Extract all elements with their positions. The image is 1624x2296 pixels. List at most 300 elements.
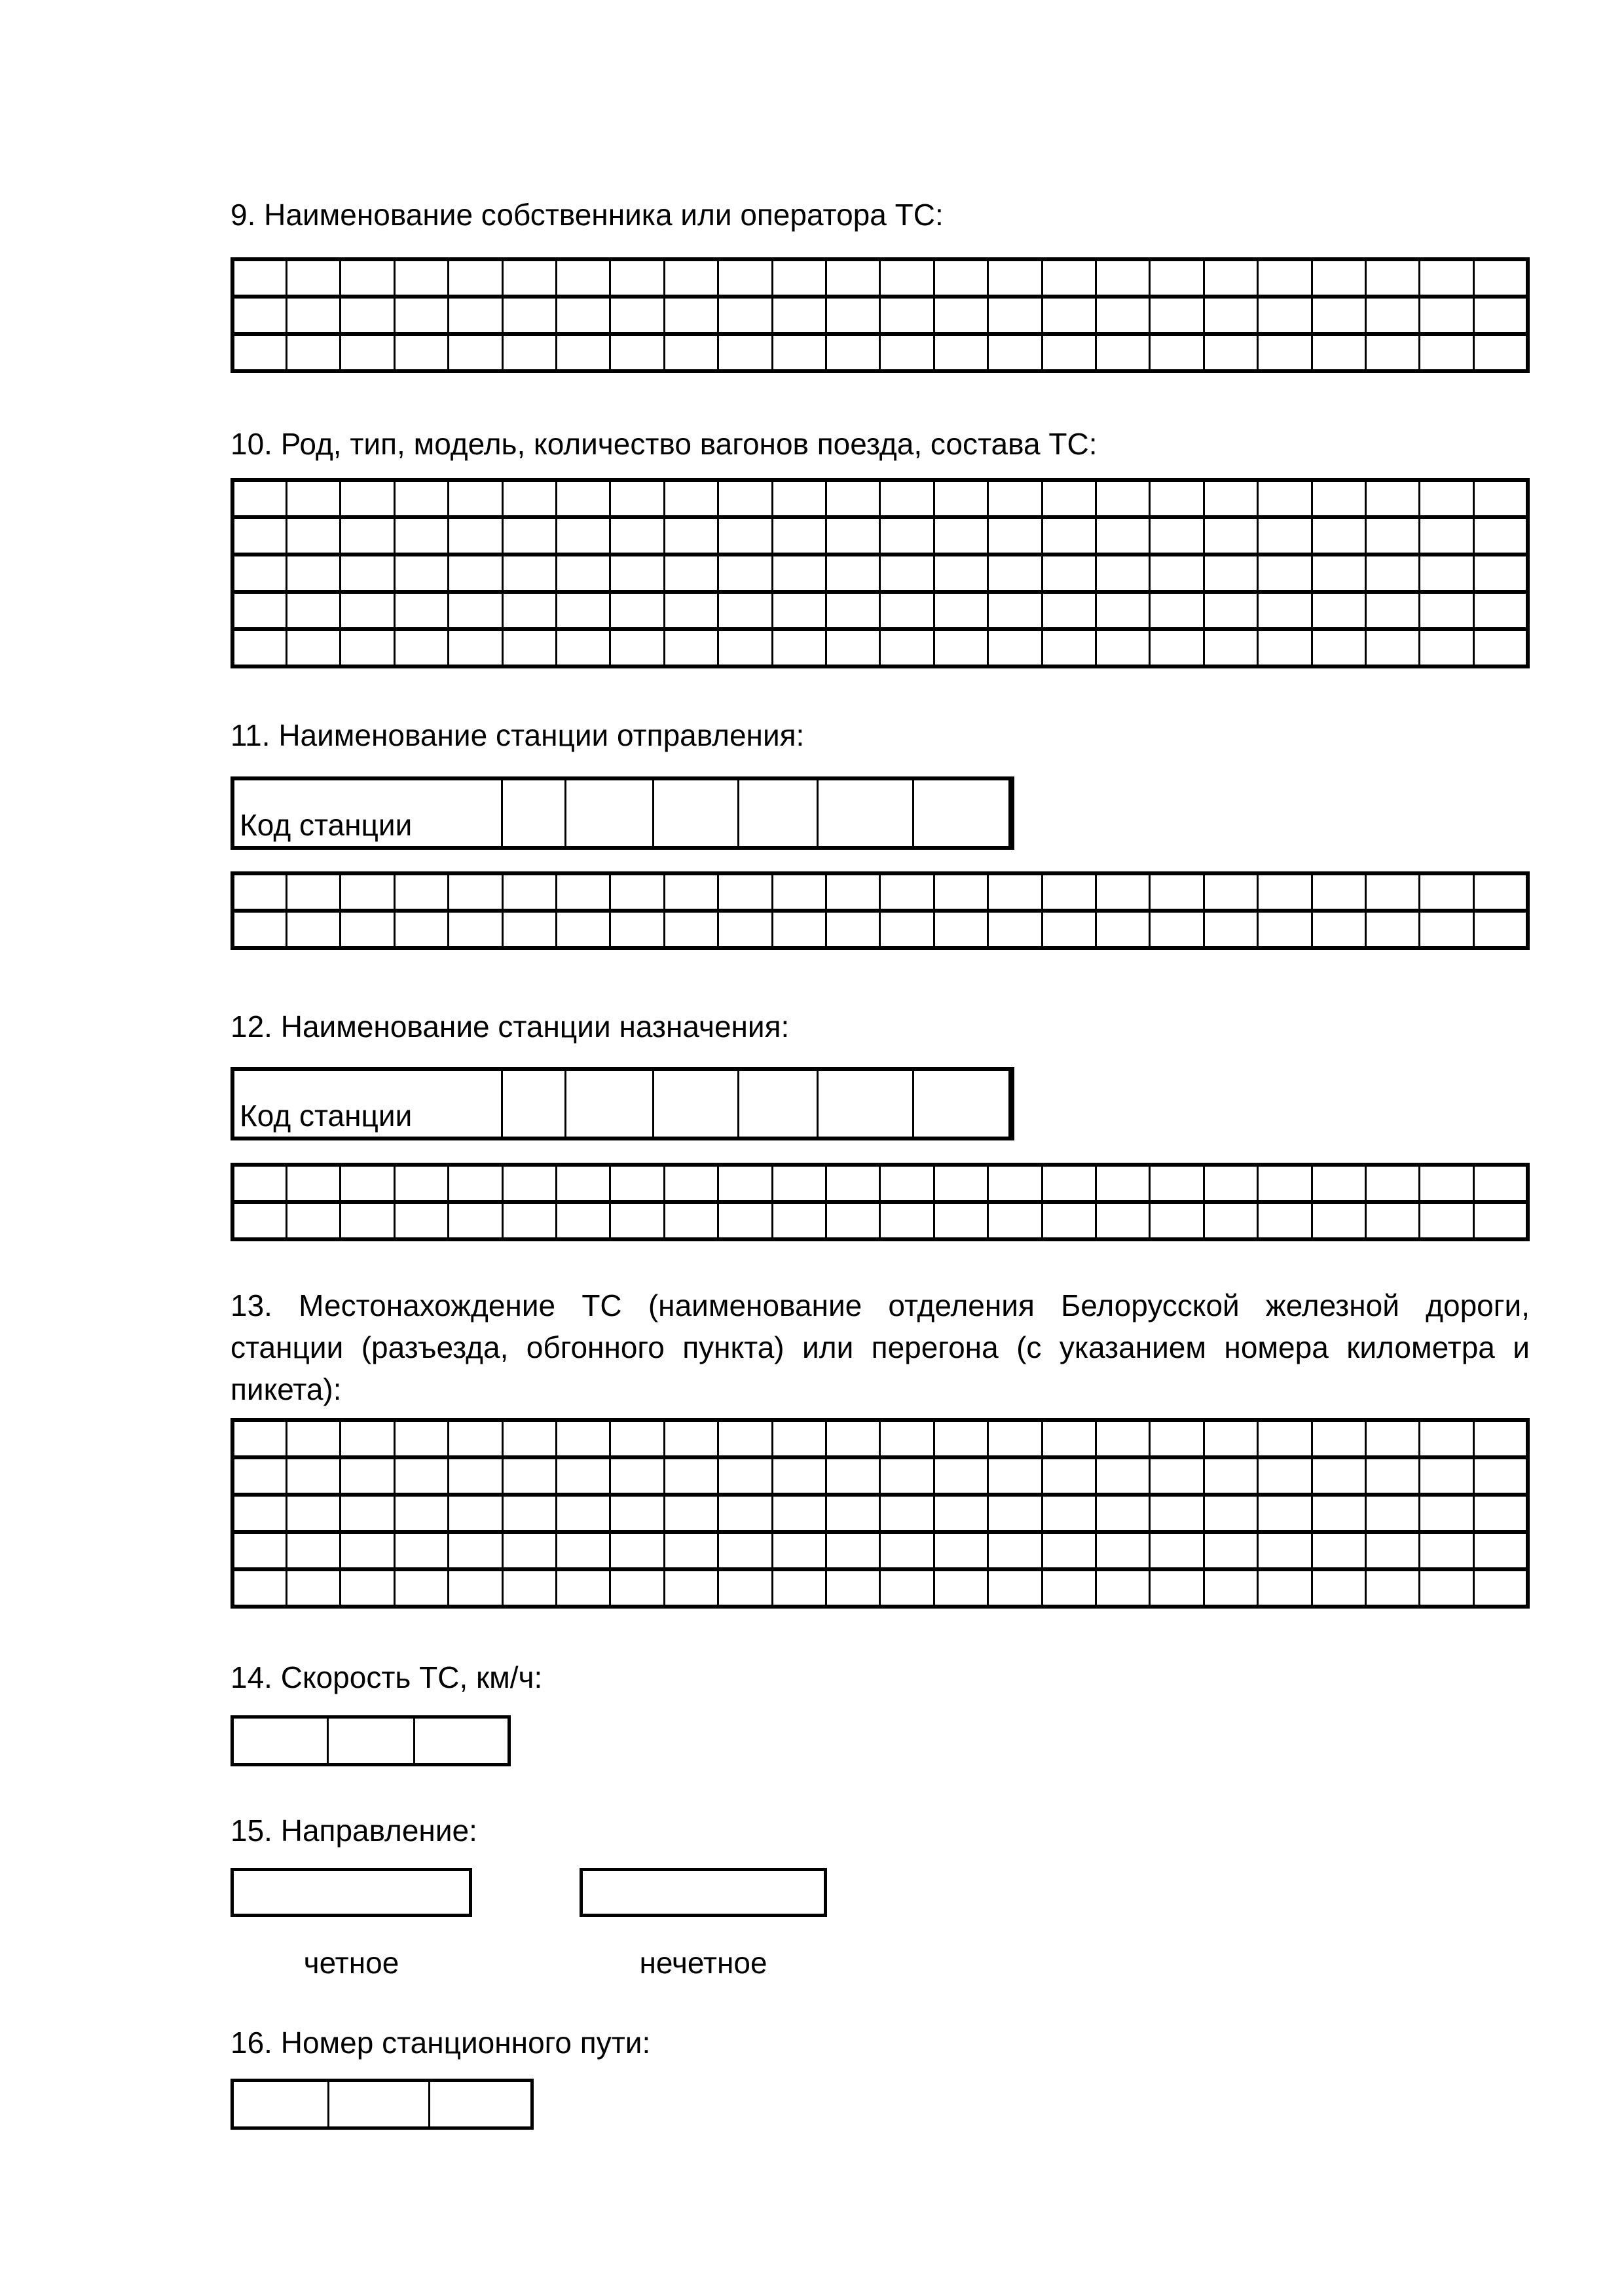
grid-cell[interactable] xyxy=(772,1495,826,1532)
grid-cell[interactable] xyxy=(556,873,610,911)
grid-cell[interactable] xyxy=(988,911,1042,948)
grid-cell[interactable] xyxy=(394,1420,448,1457)
grid-cell[interactable] xyxy=(502,592,556,629)
grid-cell[interactable] xyxy=(232,2081,329,2128)
grid-cell[interactable] xyxy=(1204,1495,1257,1532)
grid-cell[interactable] xyxy=(1258,1532,1312,1569)
grid-cell[interactable] xyxy=(1366,480,1420,517)
grid-cell[interactable] xyxy=(664,1532,718,1569)
grid-cell[interactable] xyxy=(232,480,286,517)
grid-cell[interactable] xyxy=(556,480,610,517)
grid-cell[interactable] xyxy=(1420,1569,1473,1607)
grid-cell[interactable] xyxy=(1312,259,1365,297)
grid-cell[interactable] xyxy=(1258,911,1312,948)
grid-cell[interactable] xyxy=(1312,1457,1365,1495)
grid-cell[interactable] xyxy=(1366,911,1420,948)
grid-cell[interactable] xyxy=(1420,911,1473,948)
grid-cell[interactable] xyxy=(826,1532,879,1569)
grid-cell[interactable] xyxy=(1096,297,1150,334)
grid-cell[interactable] xyxy=(1204,629,1257,666)
grid-cell[interactable] xyxy=(1042,592,1096,629)
grid-cell[interactable] xyxy=(610,555,664,592)
grid-cell[interactable] xyxy=(826,297,879,334)
grid-cell[interactable] xyxy=(1150,1202,1204,1239)
grid-cell[interactable] xyxy=(772,1532,826,1569)
grid-cell[interactable] xyxy=(449,1165,502,1202)
grid-cell[interactable] xyxy=(1042,555,1096,592)
grid-cell[interactable] xyxy=(1258,517,1312,555)
grid-cell[interactable] xyxy=(934,555,987,592)
grid-cell[interactable] xyxy=(934,1165,987,1202)
grid-cell[interactable] xyxy=(1420,629,1473,666)
grid-cell[interactable] xyxy=(610,1202,664,1239)
grid-cell[interactable] xyxy=(394,592,448,629)
grid-cell[interactable] xyxy=(394,480,448,517)
grid-cell[interactable] xyxy=(286,297,340,334)
grid-cell[interactable] xyxy=(1366,1495,1420,1532)
grid-cell[interactable] xyxy=(1096,334,1150,371)
grid-cell[interactable] xyxy=(329,2081,430,2128)
grid-cell[interactable] xyxy=(341,1532,394,1569)
grid-cell[interactable] xyxy=(664,480,718,517)
grid-cell[interactable] xyxy=(341,297,394,334)
grid-cell[interactable] xyxy=(341,873,394,911)
grid-cell[interactable] xyxy=(502,1202,556,1239)
grid-cell[interactable] xyxy=(1312,1532,1365,1569)
grid-cell[interactable] xyxy=(610,1420,664,1457)
grid-cell[interactable] xyxy=(1420,259,1473,297)
grid-cell[interactable] xyxy=(232,1457,286,1495)
grid-cell[interactable] xyxy=(502,517,556,555)
grid-cell[interactable] xyxy=(772,517,826,555)
grid-cell[interactable] xyxy=(718,592,772,629)
grid-cell[interactable] xyxy=(718,1420,772,1457)
grid-cell[interactable] xyxy=(1312,517,1365,555)
grid-cell[interactable] xyxy=(664,334,718,371)
grid-cell[interactable] xyxy=(826,629,879,666)
grid-cell[interactable] xyxy=(1204,1165,1257,1202)
grid-cell[interactable] xyxy=(1042,873,1096,911)
grid-cell[interactable] xyxy=(1420,873,1473,911)
grid-cell[interactable] xyxy=(718,911,772,948)
grid-cell[interactable] xyxy=(1042,480,1096,517)
grid-cell[interactable] xyxy=(1366,1569,1420,1607)
grid-cell[interactable] xyxy=(880,592,934,629)
grid-cell[interactable] xyxy=(394,1569,448,1607)
grid-cell[interactable] xyxy=(1096,480,1150,517)
grid-cell[interactable] xyxy=(880,1532,934,1569)
grid-cell[interactable] xyxy=(502,297,556,334)
grid-cell[interactable] xyxy=(772,592,826,629)
grid-cell[interactable] xyxy=(341,1202,394,1239)
grid-cell[interactable] xyxy=(1150,1532,1204,1569)
grid-cell[interactable] xyxy=(286,1569,340,1607)
grid-cell[interactable] xyxy=(826,873,879,911)
grid-cell[interactable] xyxy=(449,1457,502,1495)
grid-cell[interactable] xyxy=(1258,873,1312,911)
grid-cell[interactable] xyxy=(556,911,610,948)
grid-cell[interactable] xyxy=(341,334,394,371)
grid-cell[interactable] xyxy=(772,911,826,948)
grid-cell[interactable] xyxy=(610,1495,664,1532)
grid-cell[interactable] xyxy=(772,334,826,371)
grid-cell[interactable] xyxy=(394,629,448,666)
grid-cell[interactable] xyxy=(1150,1420,1204,1457)
grid-cell[interactable] xyxy=(1258,1165,1312,1202)
grid-cell[interactable] xyxy=(1312,1202,1365,1239)
grid-cell[interactable] xyxy=(1312,1495,1365,1532)
grid-cell[interactable] xyxy=(430,2081,532,2128)
grid-cell[interactable] xyxy=(988,873,1042,911)
grid-cell[interactable] xyxy=(1096,259,1150,297)
grid-cell[interactable] xyxy=(232,1569,286,1607)
grid-cell[interactable] xyxy=(556,1569,610,1607)
grid-cell[interactable] xyxy=(988,1457,1042,1495)
grid-cell[interactable] xyxy=(1204,1532,1257,1569)
grid-cell[interactable] xyxy=(934,1569,987,1607)
grid-cell[interactable] xyxy=(341,1420,394,1457)
grid-cell[interactable] xyxy=(664,555,718,592)
grid-cell[interactable] xyxy=(502,1071,566,1137)
grid-cell[interactable] xyxy=(232,1532,286,1569)
grid-cell[interactable] xyxy=(826,1457,879,1495)
direction-odd-box[interactable] xyxy=(580,1868,827,1917)
grid-cell[interactable] xyxy=(286,592,340,629)
grid-cell[interactable] xyxy=(449,1202,502,1239)
grid-cell[interactable] xyxy=(1473,1532,1528,1569)
grid-cell[interactable] xyxy=(1420,555,1473,592)
grid-cell[interactable] xyxy=(718,259,772,297)
grid-cell[interactable] xyxy=(1312,629,1365,666)
grid-cell[interactable] xyxy=(394,1165,448,1202)
grid-cell[interactable] xyxy=(1258,480,1312,517)
grid-cell[interactable] xyxy=(1150,555,1204,592)
grid-cell[interactable] xyxy=(232,1420,286,1457)
grid-cell[interactable] xyxy=(1150,911,1204,948)
grid-cell[interactable] xyxy=(1312,1569,1365,1607)
grid-cell[interactable] xyxy=(880,873,934,911)
grid-cell[interactable] xyxy=(449,911,502,948)
grid-cell[interactable] xyxy=(328,1717,415,1765)
grid-cell[interactable] xyxy=(341,517,394,555)
grid-cell[interactable] xyxy=(502,1569,556,1607)
grid-cell[interactable] xyxy=(772,873,826,911)
grid-cell[interactable] xyxy=(1042,334,1096,371)
grid-cell[interactable] xyxy=(1473,1202,1528,1239)
grid-cell[interactable] xyxy=(502,1420,556,1457)
grid-cell[interactable] xyxy=(449,629,502,666)
grid-cell[interactable] xyxy=(988,334,1042,371)
grid-cell[interactable] xyxy=(913,1071,1010,1137)
grid-cell[interactable] xyxy=(664,1495,718,1532)
grid-cell[interactable] xyxy=(1366,334,1420,371)
grid-cell[interactable] xyxy=(826,911,879,948)
grid-cell[interactable] xyxy=(394,259,448,297)
grid-cell[interactable] xyxy=(610,480,664,517)
grid-cell[interactable] xyxy=(1312,873,1365,911)
grid-cell[interactable] xyxy=(1042,911,1096,948)
grid-cell[interactable] xyxy=(566,1071,654,1137)
grid-cell[interactable] xyxy=(1042,297,1096,334)
grid-cell[interactable] xyxy=(1420,1495,1473,1532)
grid-cell[interactable] xyxy=(232,1717,328,1765)
grid-cell[interactable] xyxy=(1420,592,1473,629)
grid-cell[interactable] xyxy=(988,517,1042,555)
grid-cell[interactable] xyxy=(1312,911,1365,948)
grid-cell[interactable] xyxy=(232,629,286,666)
grid-cell[interactable] xyxy=(1204,592,1257,629)
grid-cell[interactable] xyxy=(1366,297,1420,334)
grid-cell[interactable] xyxy=(1473,1457,1528,1495)
grid-cell[interactable] xyxy=(1420,1532,1473,1569)
grid-cell[interactable] xyxy=(502,480,556,517)
grid-cell[interactable] xyxy=(1096,1165,1150,1202)
grid-cell[interactable] xyxy=(664,629,718,666)
grid-cell[interactable] xyxy=(1204,1202,1257,1239)
grid-cell[interactable] xyxy=(880,259,934,297)
grid-cell[interactable] xyxy=(341,1569,394,1607)
grid-cell[interactable] xyxy=(1042,1165,1096,1202)
grid-cell[interactable] xyxy=(880,1420,934,1457)
grid-cell[interactable] xyxy=(610,334,664,371)
grid-cell[interactable] xyxy=(502,780,566,846)
grid-cell[interactable] xyxy=(1473,297,1528,334)
grid-cell[interactable] xyxy=(286,1457,340,1495)
grid-cell[interactable] xyxy=(1042,259,1096,297)
grid-cell[interactable] xyxy=(1420,1202,1473,1239)
grid-cell[interactable] xyxy=(286,259,340,297)
grid-cell[interactable] xyxy=(286,911,340,948)
grid-cell[interactable] xyxy=(1312,555,1365,592)
grid-cell[interactable] xyxy=(664,1165,718,1202)
grid-cell[interactable] xyxy=(934,1495,987,1532)
grid-cell[interactable] xyxy=(556,1495,610,1532)
grid-cell[interactable] xyxy=(1473,555,1528,592)
grid-cell[interactable] xyxy=(772,480,826,517)
grid-cell[interactable] xyxy=(988,592,1042,629)
grid-cell[interactable] xyxy=(1096,555,1150,592)
grid-cell[interactable] xyxy=(1312,480,1365,517)
grid-cell[interactable] xyxy=(286,1202,340,1239)
grid-cell[interactable] xyxy=(502,911,556,948)
grid-cell[interactable] xyxy=(1420,1165,1473,1202)
grid-cell[interactable] xyxy=(341,480,394,517)
grid-cell[interactable] xyxy=(1204,1420,1257,1457)
grid-cell[interactable] xyxy=(1366,555,1420,592)
grid-cell[interactable] xyxy=(818,780,913,846)
grid-cell[interactable] xyxy=(1473,629,1528,666)
grid-cell[interactable] xyxy=(880,629,934,666)
grid-cell[interactable] xyxy=(449,1420,502,1457)
grid-cell[interactable] xyxy=(739,780,818,846)
grid-cell[interactable] xyxy=(1366,1165,1420,1202)
grid-cell[interactable] xyxy=(1312,334,1365,371)
grid-cell[interactable] xyxy=(1473,517,1528,555)
grid-cell[interactable] xyxy=(610,297,664,334)
grid-cell[interactable] xyxy=(1258,297,1312,334)
grid-cell[interactable] xyxy=(1366,1202,1420,1239)
grid-cell[interactable] xyxy=(988,1569,1042,1607)
grid-cell[interactable] xyxy=(772,629,826,666)
grid-cell[interactable] xyxy=(880,334,934,371)
grid-cell[interactable] xyxy=(718,517,772,555)
grid-cell[interactable] xyxy=(1204,334,1257,371)
grid-cell[interactable] xyxy=(1258,1569,1312,1607)
grid-cell[interactable] xyxy=(826,334,879,371)
grid-cell[interactable] xyxy=(988,1532,1042,1569)
grid-cell[interactable] xyxy=(1420,334,1473,371)
grid-cell[interactable] xyxy=(610,629,664,666)
grid-cell[interactable] xyxy=(1096,911,1150,948)
grid-cell[interactable] xyxy=(1366,873,1420,911)
grid-cell[interactable] xyxy=(1366,1457,1420,1495)
grid-cell[interactable] xyxy=(286,1420,340,1457)
grid-cell[interactable] xyxy=(1420,1457,1473,1495)
grid-cell[interactable] xyxy=(934,334,987,371)
grid-cell[interactable] xyxy=(1096,873,1150,911)
grid-cell[interactable] xyxy=(1150,1569,1204,1607)
grid-cell[interactable] xyxy=(610,592,664,629)
grid-cell[interactable] xyxy=(1258,1457,1312,1495)
grid-cell[interactable] xyxy=(934,1202,987,1239)
grid-cell[interactable] xyxy=(1258,1420,1312,1457)
grid-cell[interactable] xyxy=(1420,1420,1473,1457)
grid-cell[interactable] xyxy=(1150,1457,1204,1495)
grid-cell[interactable] xyxy=(610,1569,664,1607)
grid-cell[interactable] xyxy=(718,1495,772,1532)
grid-cell[interactable] xyxy=(1096,1569,1150,1607)
grid-cell[interactable] xyxy=(286,873,340,911)
grid-cell[interactable] xyxy=(1042,1457,1096,1495)
grid-cell[interactable] xyxy=(772,1420,826,1457)
grid-cell[interactable] xyxy=(1473,1420,1528,1457)
grid-cell[interactable] xyxy=(556,297,610,334)
grid-cell[interactable] xyxy=(988,297,1042,334)
grid-cell[interactable] xyxy=(286,555,340,592)
grid-cell[interactable] xyxy=(449,297,502,334)
grid-cell[interactable] xyxy=(664,517,718,555)
grid-cell[interactable] xyxy=(718,873,772,911)
grid-cell[interactable] xyxy=(826,259,879,297)
grid-cell[interactable] xyxy=(232,1202,286,1239)
grid-cell[interactable] xyxy=(415,1717,509,1765)
grid-cell[interactable] xyxy=(1096,1457,1150,1495)
grid-cell[interactable] xyxy=(880,911,934,948)
grid-cell[interactable] xyxy=(1258,1202,1312,1239)
grid-cell[interactable] xyxy=(880,1495,934,1532)
grid-cell[interactable] xyxy=(232,1495,286,1532)
grid-cell[interactable] xyxy=(286,629,340,666)
grid-cell[interactable] xyxy=(449,873,502,911)
grid-cell[interactable] xyxy=(502,629,556,666)
grid-cell[interactable] xyxy=(502,1532,556,1569)
grid-cell[interactable] xyxy=(718,297,772,334)
grid-cell[interactable] xyxy=(988,1165,1042,1202)
grid-cell[interactable] xyxy=(449,1532,502,1569)
grid-cell[interactable] xyxy=(394,1495,448,1532)
grid-cell[interactable] xyxy=(1204,517,1257,555)
grid-cell[interactable] xyxy=(394,1532,448,1569)
grid-cell[interactable] xyxy=(718,1457,772,1495)
grid-cell[interactable] xyxy=(826,1165,879,1202)
grid-cell[interactable] xyxy=(1366,629,1420,666)
grid-cell[interactable] xyxy=(718,629,772,666)
grid-cell[interactable] xyxy=(394,517,448,555)
grid-cell[interactable] xyxy=(341,592,394,629)
grid-cell[interactable] xyxy=(341,629,394,666)
grid-cell[interactable] xyxy=(1366,259,1420,297)
grid-cell[interactable] xyxy=(1150,592,1204,629)
grid-cell[interactable] xyxy=(1042,629,1096,666)
grid-cell[interactable] xyxy=(286,517,340,555)
grid-cell[interactable] xyxy=(826,1202,879,1239)
grid-cell[interactable] xyxy=(1150,259,1204,297)
grid-cell[interactable] xyxy=(818,1071,913,1137)
grid-cell[interactable] xyxy=(1258,334,1312,371)
grid-cell[interactable] xyxy=(1204,259,1257,297)
grid-cell[interactable] xyxy=(556,517,610,555)
grid-cell[interactable] xyxy=(449,259,502,297)
grid-cell[interactable] xyxy=(556,592,610,629)
grid-cell[interactable] xyxy=(1473,334,1528,371)
grid-cell[interactable] xyxy=(502,1165,556,1202)
grid-cell[interactable] xyxy=(772,1457,826,1495)
grid-cell[interactable] xyxy=(934,1532,987,1569)
grid-cell[interactable] xyxy=(566,780,654,846)
grid-cell[interactable] xyxy=(556,1165,610,1202)
grid-cell[interactable] xyxy=(1150,1165,1204,1202)
grid-cell[interactable] xyxy=(988,555,1042,592)
grid-cell[interactable] xyxy=(286,1165,340,1202)
grid-cell[interactable] xyxy=(502,1457,556,1495)
grid-cell[interactable] xyxy=(1096,1532,1150,1569)
grid-cell[interactable] xyxy=(772,259,826,297)
grid-cell[interactable] xyxy=(934,259,987,297)
grid-cell[interactable] xyxy=(286,334,340,371)
grid-cell[interactable] xyxy=(880,297,934,334)
grid-cell[interactable] xyxy=(934,629,987,666)
grid-cell[interactable] xyxy=(988,259,1042,297)
grid-cell[interactable] xyxy=(1473,1569,1528,1607)
grid-cell[interactable] xyxy=(341,555,394,592)
grid-cell[interactable] xyxy=(394,911,448,948)
grid-cell[interactable] xyxy=(610,259,664,297)
grid-cell[interactable] xyxy=(934,480,987,517)
grid-cell[interactable] xyxy=(556,1202,610,1239)
grid-cell[interactable] xyxy=(664,873,718,911)
grid-cell[interactable] xyxy=(286,1532,340,1569)
grid-cell[interactable] xyxy=(449,592,502,629)
grid-cell[interactable] xyxy=(1096,592,1150,629)
grid-cell[interactable] xyxy=(341,1457,394,1495)
grid-cell[interactable] xyxy=(556,259,610,297)
grid-cell[interactable] xyxy=(664,1202,718,1239)
grid-cell[interactable] xyxy=(718,334,772,371)
grid-cell[interactable] xyxy=(286,480,340,517)
grid-cell[interactable] xyxy=(880,1569,934,1607)
grid-cell[interactable] xyxy=(1258,592,1312,629)
grid-cell[interactable] xyxy=(934,592,987,629)
grid-cell[interactable] xyxy=(739,1071,818,1137)
grid-cell[interactable] xyxy=(1473,1165,1528,1202)
grid-cell[interactable] xyxy=(718,1532,772,1569)
grid-cell[interactable] xyxy=(1204,1569,1257,1607)
grid-cell[interactable] xyxy=(1312,1165,1365,1202)
grid-cell[interactable] xyxy=(502,334,556,371)
grid-cell[interactable] xyxy=(232,517,286,555)
grid-cell[interactable] xyxy=(826,1495,879,1532)
grid-cell[interactable] xyxy=(772,1202,826,1239)
